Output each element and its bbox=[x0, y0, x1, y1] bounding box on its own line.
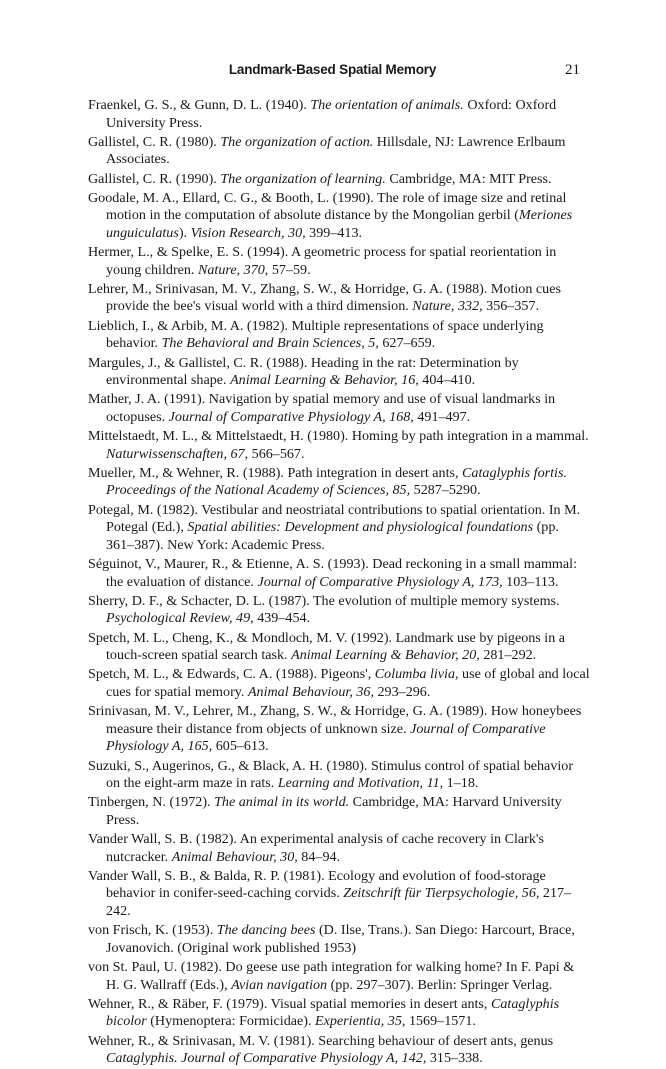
reference-text: Margules, J., & Gallistel, C. R. (1988). Heading in the rat: Determination by environmental shape. bbox=[88, 354, 519, 389]
reference-text: Suzuki, S., Augerinos, G., & Black, A. H. (1980). Stimulus control of spatial behavior on the eight-arm maze in rats. bbox=[88, 757, 574, 792]
reference-italic: Naturwissenschaften, 67, bbox=[106, 445, 249, 462]
reference-list bbox=[88, 97, 590, 1069]
reference-italic: The animal in its world. bbox=[214, 794, 350, 811]
reference-text: 399–413. bbox=[305, 224, 363, 241]
reference-entry bbox=[88, 556, 590, 591]
reference-entry bbox=[88, 758, 590, 793]
reference-entry bbox=[88, 428, 590, 463]
reference-text: (Hymenoptera: Formicidae). bbox=[146, 1013, 316, 1030]
page-header bbox=[85, 62, 580, 84]
reference-entry bbox=[88, 593, 590, 628]
reference-italic: Journal of Comparative Physiology A, 168, bbox=[168, 408, 414, 425]
reference-italic: Nature, 332, bbox=[412, 298, 483, 315]
reference-text: Srinivasan, M. V., Lehrer, M., Zhang, S. W., & Horridge, G. A. (1989). How honeybees measure their distance from objects of unknown size. bbox=[88, 703, 582, 737]
reference-italic: The organization of learning. bbox=[220, 170, 386, 187]
reference-italic: The organization of action. bbox=[220, 133, 374, 150]
reference-italic: Zeitschrift für Tierpsychologie, 56, bbox=[343, 885, 540, 902]
reference-italic: Avian navigation bbox=[231, 976, 328, 993]
reference-text: Lieblich, I., & Arbib, M. A. (1982). Multiple representations of space underlying behavior. bbox=[88, 317, 544, 352]
reference-text: Mather, J. A. (1991). Navigation by spatial memory and use of visual landmarks in octopuses. bbox=[88, 391, 556, 425]
reference-text: 566–567. bbox=[248, 445, 305, 462]
reference-italic: Cataglyphis fortis. Proceedings of the National Academy of Sciences, 85, bbox=[106, 464, 567, 499]
reference-text: 439–454. bbox=[253, 610, 311, 627]
reference-entry bbox=[88, 630, 590, 665]
reference-entry bbox=[88, 502, 590, 555]
reference-entry bbox=[88, 318, 590, 353]
reference-entry bbox=[88, 391, 590, 426]
running-title: Landmark-Based Spatial Memory bbox=[228, 62, 437, 77]
reference-text: 57–59. bbox=[268, 261, 311, 278]
reference-text: Cambridge, MA: Harvard University Press. bbox=[106, 794, 562, 828]
reference-entry bbox=[88, 922, 590, 957]
reference-text: Wehner, R., & Räber, F. (1979). Visual spatial memories in desert ants, bbox=[88, 995, 491, 1012]
reference-text: (pp. 297–307). Berlin: Springer Verlag. bbox=[327, 976, 553, 993]
reference-text: 103–113. bbox=[502, 573, 559, 590]
reference-text: Vander Wall, S. B., & Balda, R. P. (1981). Ecology and evolution of food-storage behavior in conifer-seed-caching corvids. bbox=[88, 867, 546, 902]
reference-italic: The dancing bees bbox=[216, 922, 316, 939]
reference-entry bbox=[88, 190, 590, 243]
reference-text: Oxford: Oxford University Press. bbox=[106, 97, 557, 131]
reference-italic: Spatial abilities: Development and physiological foundations bbox=[187, 519, 534, 536]
reference-text: 281–292. bbox=[479, 647, 537, 664]
reference-entry bbox=[88, 281, 590, 316]
reference-italic: Psychological Review, 49, bbox=[106, 610, 254, 627]
reference-entry bbox=[88, 1033, 590, 1068]
reference-italic: Columba livia, bbox=[374, 666, 459, 683]
reference-text: 5287–5290. bbox=[410, 482, 481, 499]
reference-italic: The orientation of animals. bbox=[310, 97, 464, 113]
reference-entry bbox=[88, 97, 590, 132]
reference-italic: Animal Behaviour, 36, bbox=[247, 683, 374, 700]
reference-text: Hermer, L., & Spelke, E. S. (1994). A geometric process for spatial reorientation in young children. bbox=[88, 244, 557, 278]
reference-text: Tinbergen, N. (1972). bbox=[88, 794, 215, 811]
reference-entry bbox=[88, 996, 590, 1031]
reference-italic: Journal of Comparative Physiology A, 173, bbox=[257, 573, 503, 590]
reference-entry bbox=[88, 171, 590, 189]
reference-italic: Nature, 370, bbox=[197, 261, 269, 278]
reference-text: Fraenkel, G. S., & Gunn, D. L. (1940). bbox=[88, 97, 311, 113]
reference-italic: Meriones unguiculatus bbox=[106, 207, 573, 241]
reference-text: Sherry, D. F., & Schacter, D. L. (1987). The evolution of multiple memory systems. bbox=[88, 592, 560, 609]
reference-text: 491–497. bbox=[413, 408, 471, 425]
reference-entry bbox=[88, 794, 590, 829]
reference-text: 605–613. bbox=[212, 738, 269, 755]
reference-italic: Animal Learning & Behavior, 16, bbox=[230, 372, 419, 389]
reference-text: 217–242. bbox=[106, 885, 572, 919]
reference-text: Mittelstaedt, M. L., & Mittelstaedt, H. (1980). Homing by path integration in a mammal. bbox=[88, 428, 589, 445]
reference-entry bbox=[88, 831, 590, 866]
reference-italic: The Behavioral and Brain Sciences, 5, bbox=[161, 335, 379, 352]
reference-italic: Animal Learning & Behavior, 20, bbox=[291, 647, 480, 664]
reference-entry bbox=[88, 355, 590, 390]
reference-text: Lehrer, M., Srinivasan, M. V., Zhang, S. W., & Horridge, G. A. (1988). Motion cues provide the bee's visual world with a third dimension. bbox=[88, 280, 561, 315]
reference-text: Gallistel, C. R. (1980). bbox=[88, 133, 221, 150]
reference-text: Vander Wall, S. B. (1982). An experimental analysis of cache recovery in Clark's nutcracker. bbox=[88, 831, 544, 865]
reference-italic: Vision Research, 30, bbox=[190, 224, 306, 241]
reference-text: von Frisch, K. (1953). bbox=[88, 922, 217, 939]
reference-text: Cambridge, MA: MIT Press. bbox=[385, 170, 552, 187]
reference-text: Hillsdale, NJ: Lawrence Erlbaum Associates. bbox=[106, 133, 566, 168]
reference-italic: Cataglyphis. Journal of Comparative Physiology A, 142, bbox=[106, 1050, 427, 1067]
reference-entry bbox=[88, 959, 590, 994]
reference-entry bbox=[88, 465, 590, 500]
reference-italic: Journal of Comparative Physiology A, 165, bbox=[106, 720, 546, 755]
reference-entry bbox=[88, 703, 590, 756]
reference-text: 404–410. bbox=[418, 372, 476, 389]
reference-text: 84–94. bbox=[297, 848, 341, 865]
reference-text: Séguinot, V., Maurer, R., & Etienne, A. S. (1993). Dead reckoning in a small mammal: the evaluation of distance. bbox=[88, 556, 577, 590]
reference-text: Goodale, M. A., Ellard, C. G., & Booth, L. (1990). The role of image size and retinal motion in the computation of absolute distance by the Mongolian gerbil ( bbox=[88, 189, 567, 224]
reference-text: 315–338. bbox=[426, 1050, 483, 1067]
page-number: 21 bbox=[565, 62, 580, 78]
reference-text: ). bbox=[178, 224, 191, 241]
reference-text: Spetch, M. L., Cheng, K., & Mondloch, M. V. (1992). Landmark use by pigeons in a touch-screen spatial search task. bbox=[88, 629, 566, 664]
reference-entry bbox=[88, 666, 590, 701]
reference-entry bbox=[88, 868, 590, 921]
reference-text: Wehner, R., & Srinivasan, M. V. (1981). Searching behaviour of desert ants, genus bbox=[88, 1032, 554, 1049]
reference-text: 356–357. bbox=[482, 298, 540, 315]
reference-italic: Animal Behaviour, 30, bbox=[171, 848, 298, 865]
reference-text: (pp. 361–387). New York: Academic Press. bbox=[106, 519, 559, 553]
reference-text: Gallistel, C. R. (1990). bbox=[88, 170, 221, 187]
reference-entry bbox=[88, 244, 590, 279]
reference-entry bbox=[88, 134, 590, 169]
reference-text: use of global and local cues for spatial memory. bbox=[106, 666, 590, 700]
reference-text: Potegal, M. (1982). Vestibular and neostriatal contributions to spatial orientation. In M. Potegal (Ed.), bbox=[88, 501, 581, 536]
reference-italic: Cataglyphis bicolor bbox=[106, 995, 560, 1030]
reference-text: 1569–1571. bbox=[405, 1013, 476, 1030]
reference-text: von St. Paul, U. (1982). Do geese use path integration for walking home? In F. Papi & H. G. Wallraff (Eds.), bbox=[88, 959, 575, 993]
reference-text: Mueller, M., & Wehner, R. (1988). Path integration in desert ants, bbox=[88, 464, 463, 481]
reference-text: 1–18. bbox=[443, 775, 479, 792]
reference-text: Spetch, M. L., & Edwards, C. A. (1988). Pigeons', bbox=[88, 666, 375, 683]
reference-text: 627–659. bbox=[378, 335, 436, 352]
reference-italic: Learning and Motivation, 11, bbox=[277, 775, 444, 792]
reference-italic: Experientia, 35, bbox=[315, 1013, 406, 1030]
reference-text: (D. Ilse, Trans.). San Diego: Harcourt, Brace, Jovanovich. (Original work published 1953) bbox=[106, 922, 575, 956]
reference-text: 293–296. bbox=[373, 683, 431, 700]
